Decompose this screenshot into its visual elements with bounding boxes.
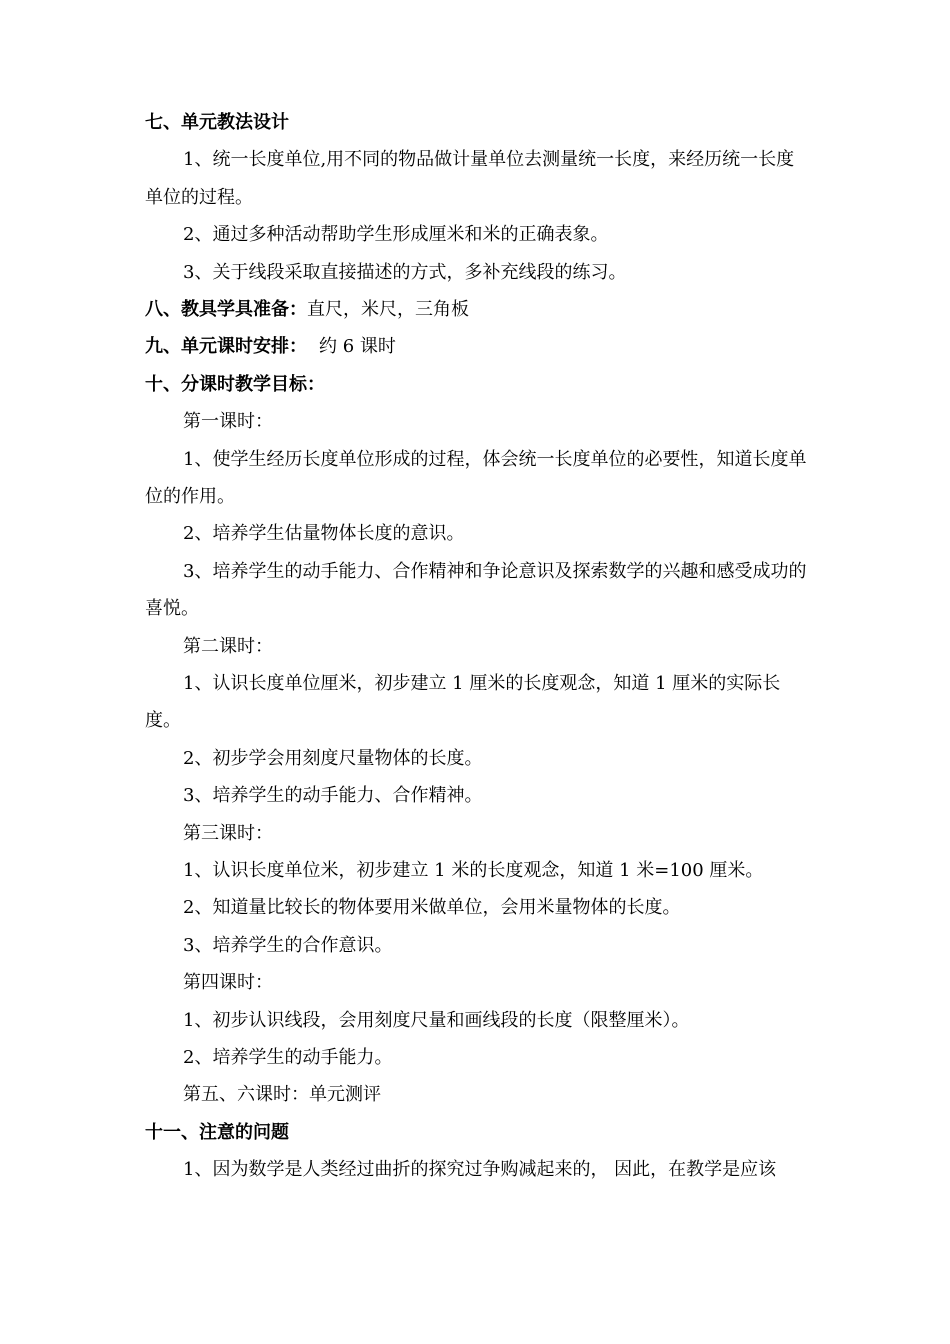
lesson-2-label: 第二课时：	[183, 635, 273, 657]
section-8-value: 直尺，米尺，三角板	[307, 298, 469, 320]
lesson-3-item-3: 3、培养学生的合作意识。	[183, 934, 393, 956]
lesson-2-item-1: 1、认识长度单位厘米，初步建立 1 厘米的长度观念，知道 1 厘米的实际长度。	[145, 672, 781, 732]
lesson-4-item-1: 1、初步认识线段，会用刻度尺量和画线段的长度（限整厘米）。	[183, 1009, 690, 1031]
section-7-heading: 七、单元教法设计	[145, 112, 289, 133]
lesson-56-label: 第五、六课时：单元测评	[183, 1084, 381, 1106]
lesson-1-item-2: 2、培养学生估量物体长度的意识。	[183, 523, 465, 545]
lesson-3-label: 第三课时：	[183, 822, 273, 844]
lesson-3-item-1: 1、认识长度单位米，初步建立 1 米的长度观念，知道 1 米=100 厘米。	[183, 859, 764, 881]
lesson-4-label: 第四课时：	[183, 972, 273, 994]
section-7-item-3: 3、关于线段采取直接描述的方式，多补充线段的练习。	[183, 261, 627, 283]
section-9-title: 九、单元课时安排：	[145, 336, 307, 358]
lesson-2-item-3: 3、培养学生的动手能力、合作精神。	[183, 785, 483, 807]
lesson-3-item-2: 2、知道量比较长的物体要用米做单位，会用米量物体的长度。	[183, 897, 681, 919]
section-7-item-2: 2、通过多种活动帮助学生形成厘米和米的正确表象。	[183, 224, 609, 246]
section-9-heading	[145, 328, 810, 365]
section-7-item-1: 1、统一长度单位,用不同的物品做计量单位去测量统一长度，来经历统一长度单位的过程。	[145, 149, 795, 208]
lesson-1-item-1: 1、使学生经历长度单位形成的过程，体会统一长度单位的必要性，知道长度单位的作用。	[145, 448, 807, 507]
lesson-1-item-3: 3、培养学生的动手能力、合作精神和争论意识及探索数学的兴趣和感受成功的喜悦。	[145, 560, 807, 620]
section-8-title: 八、教具学具准备：	[145, 298, 307, 320]
section-8-heading	[145, 291, 810, 328]
lesson-2-item-2: 2、初步学会用刻度尺量物体的长度。	[183, 747, 483, 769]
section-11-item-1: 1、因为数学是人类经过曲折的探究过争购减起来的， 因此，在教学是应该	[183, 1159, 777, 1181]
document-body	[145, 104, 810, 1188]
section-10-heading: 十、分课时教学目标：	[145, 373, 325, 395]
section-11-heading: 十一、注意的问题	[145, 1121, 289, 1143]
lesson-1-label: 第一课时：	[183, 411, 273, 433]
lesson-4-item-2: 2、培养学生的动手能力。	[183, 1046, 393, 1068]
section-9-value: 约 6 课时	[319, 336, 396, 358]
